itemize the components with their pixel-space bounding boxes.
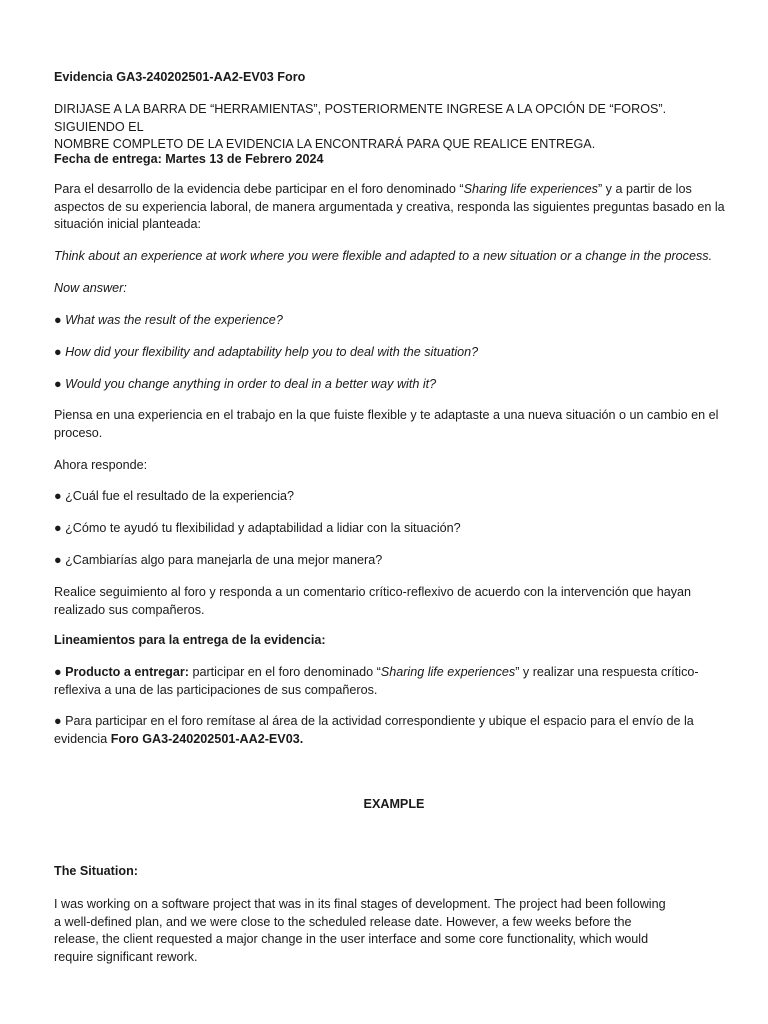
forum-name: Sharing life experiences: [380, 665, 516, 679]
question-es-text: ¿Cuál fue el resultado de la experiencia?: [65, 489, 295, 503]
bullet-icon: ●: [54, 377, 62, 391]
prompt-spanish: [54, 407, 738, 442]
bullet-icon: ●: [54, 714, 62, 728]
example-heading: EXAMPLE: [363, 797, 425, 811]
bullet-icon: ●: [54, 345, 62, 359]
now-answer-label: Now answer:: [54, 281, 127, 295]
guideline-line: [54, 713, 738, 731]
question-es-item: [54, 520, 738, 538]
intro-text: Para el desarrollo de la evidencia debe participar en el foro denominado “: [54, 182, 464, 196]
evidence-name: Foro GA3-240202501-AA2-EV03.: [110, 731, 304, 746]
question-es-text: ¿Cambiarías algo para manejarla de una mejor manera?: [65, 553, 383, 567]
followup-line: Realice seguimiento al foro y responda a un comentario crítico-reflexivo de acuerdo con la intervención que hayan: [54, 585, 692, 599]
instructions-line: NOMBRE COMPLETO DE LA EVIDENCIA LA ENCONTRARÁ PARA QUE REALICE ENTREGA.: [54, 137, 596, 151]
guideline-text: ” y realizar una respuesta crítico-: [515, 665, 699, 679]
guideline-text: Para participar en el foro remítase al área de la actividad correspondiente y ubique el espacio para el envío de la: [61, 714, 694, 728]
intro-line: situación inicial planteada:: [54, 217, 202, 231]
instructions-paragraph: [54, 101, 738, 154]
question-en-text: Would you change anything in order to deal in a better way with it?: [65, 377, 437, 391]
intro-line: aspectos de su experiencia laboral, de manera argumentada y creativa, responda las siguientes preguntas basado en la: [54, 199, 725, 214]
bullet-icon: ●: [54, 489, 62, 503]
guideline-item-participate: [54, 713, 738, 748]
question-en-item: [54, 376, 738, 394]
situation-line: I was working on a software project that was in its final stages of development. The project had been following: [54, 897, 666, 911]
document-title: Evidencia GA3-240202501-AA2-EV03 Foro: [54, 70, 306, 84]
guideline-item-product: [54, 664, 738, 699]
bullet-icon: ●: [54, 553, 62, 567]
question-es-item: [54, 488, 738, 506]
situation-line: require significant rework.: [54, 949, 198, 964]
guideline-text: participar en el foro denominado “: [188, 665, 381, 679]
guideline-line: [54, 731, 738, 749]
prompt-english: Think about an experience at work where you were flexible and adapted to a new situation or a change in the process.: [54, 249, 713, 263]
guideline-line: [54, 664, 738, 682]
situation-heading: The Situation:: [54, 864, 138, 878]
situation-line: release, the client requested a major change in the user interface and some core functionality, which would: [54, 932, 649, 946]
question-en-text: What was the result of the experience?: [65, 313, 283, 327]
question-en-text: How did your flexibility and adaptability help you to deal with the situation?: [65, 345, 479, 359]
question-es-item: [54, 552, 738, 570]
due-date: Fecha de entrega: Martes 13 de Febrero 2024: [54, 152, 324, 166]
prompt-spanish-line: Piensa en una experiencia en el trabajo en la que fuiste flexible y te adaptaste a una nueva situación o un cambio en el: [54, 408, 719, 422]
question-es-text: ¿Cómo te ayudó tu flexibilidad y adaptabilidad a lidiar con la situación?: [65, 521, 461, 535]
product-label: Producto a entregar:: [65, 665, 189, 679]
instructions-line: DIRIJASE A LA BARRA DE “HERRAMIENTAS”, POSTERIORMENTE INGRESE A LA OPCIÓN DE “FOROS”. SIGUIENDO EL: [54, 102, 667, 134]
prompt-spanish-line: proceso.: [54, 425, 103, 440]
intro-paragraph: [54, 181, 738, 234]
bullet-icon: ●: [54, 313, 62, 327]
question-en-item: [54, 344, 738, 362]
guidelines-heading: Lineamientos para la entrega de la evidencia:: [54, 633, 326, 647]
bullet-icon: ●: [54, 521, 62, 535]
guideline-line: reflexiva a una de las participaciones de sus compañeros.: [54, 682, 378, 697]
situation-paragraph: [54, 896, 738, 966]
guideline-text: evidencia: [54, 731, 111, 746]
situation-line: a well-defined plan, and we were close to the scheduled release date. However, a few weeks before the: [54, 914, 632, 929]
question-en-item: [54, 312, 738, 330]
bullet-icon: ●: [54, 665, 62, 679]
intro-text: ” y a partir de los: [597, 182, 692, 196]
intro-line: [54, 181, 738, 199]
followup-line: realizado sus compañeros.: [54, 602, 205, 617]
ahora-responde-label: Ahora responde:: [54, 458, 148, 472]
forum-name: Sharing life experiences: [463, 182, 598, 196]
followup-paragraph: [54, 584, 738, 619]
